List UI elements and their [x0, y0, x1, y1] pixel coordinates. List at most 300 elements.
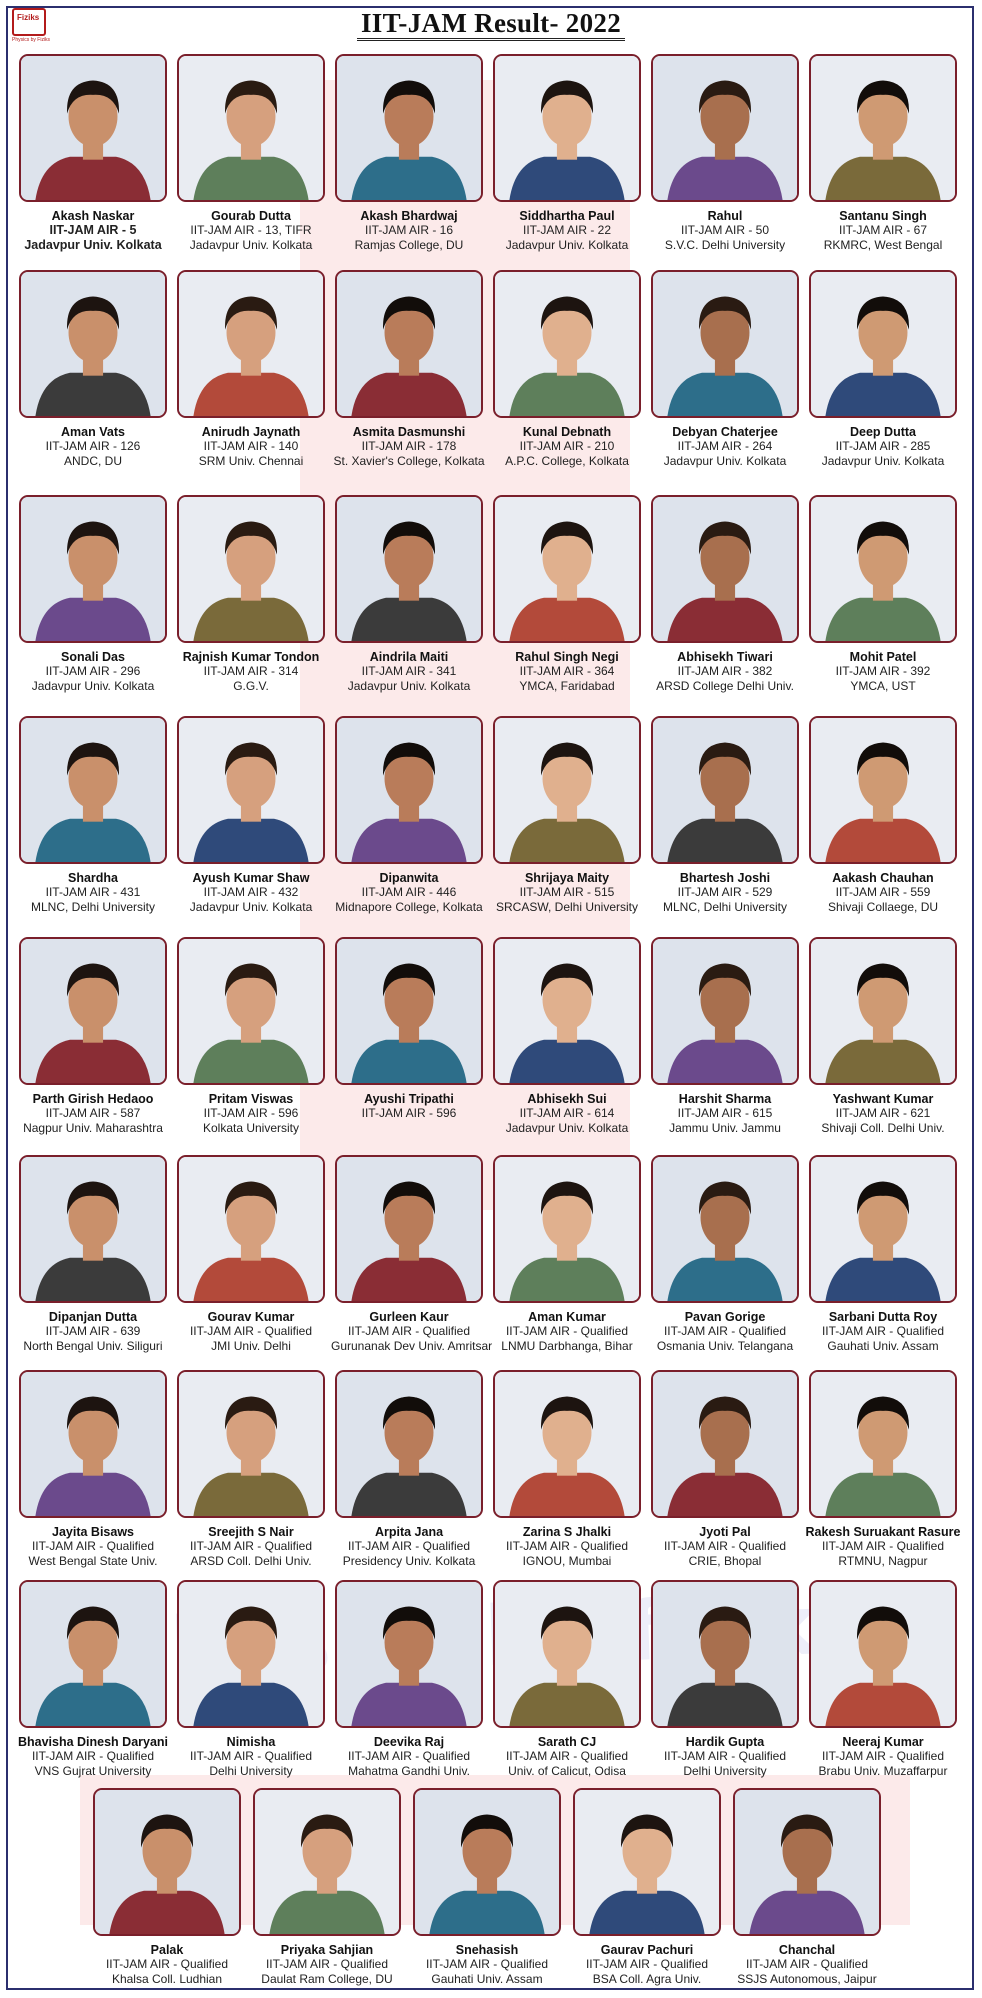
student-photo	[809, 1370, 957, 1518]
student-name: Asmita Dasmunshi	[352, 425, 466, 439]
student-card	[647, 716, 803, 915]
student-name: Rajnish Kumar Tondon	[182, 650, 320, 664]
watermark-text: Physics by fiziks	[108, 1576, 867, 1699]
student-institution: Jadavpur Univ. Kolkata	[189, 238, 313, 252]
student-card	[805, 495, 961, 694]
student-photo-placeholder	[811, 56, 955, 200]
student-card	[15, 1155, 171, 1354]
student-photo-placeholder	[415, 1790, 559, 1934]
student-rank: IIT-JAM AIR - 392	[835, 664, 931, 678]
student-card	[489, 1155, 645, 1354]
student-institution: Jadavpur Univ. Kolkata	[505, 238, 629, 252]
student-photo-placeholder	[21, 718, 165, 862]
student-institution: Shivaji Coll. Delhi Univ.	[821, 1121, 945, 1135]
student-photo-placeholder	[653, 718, 797, 862]
student-card	[647, 54, 803, 253]
student-name: Akash Bhardwaj	[360, 209, 458, 223]
student-institution: ARSD College Delhi Univ.	[656, 679, 794, 693]
student-card	[489, 495, 645, 694]
student-photo	[19, 1370, 167, 1518]
student-card	[15, 937, 171, 1136]
student-photo-placeholder	[811, 718, 955, 862]
student-rank: IIT-JAM AIR - 587	[45, 1106, 141, 1120]
student-photo-placeholder	[337, 718, 481, 862]
student-institution: A.P.C. College, Kolkata	[505, 454, 629, 468]
student-photo	[19, 270, 167, 418]
student-institution: SSJS Autonomous, Jaipur	[737, 1972, 877, 1986]
student-rank: IIT-JAM AIR - 446	[361, 885, 457, 899]
student-photo	[19, 1580, 167, 1728]
student-card	[805, 1155, 961, 1354]
student-name: Aakash Chauhan	[832, 871, 934, 885]
student-rank: IIT-JAM AIR - 621	[835, 1106, 931, 1120]
student-rank: IIT-JAM AIR - 210	[519, 439, 615, 453]
student-rank: IIT-JAM AIR - Qualified	[821, 1324, 945, 1338]
student-photo	[19, 1155, 167, 1303]
student-institution: Brabu Univ. Muzaffarpur	[818, 1764, 948, 1778]
student-rank: IIT-JAM AIR - 559	[835, 885, 931, 899]
student-rank: IIT-JAM AIR - 67	[838, 223, 928, 237]
student-photo	[493, 495, 641, 643]
student-photo	[651, 1580, 799, 1728]
student-name: Zarina S Jhalki	[522, 1525, 612, 1539]
student-institution: Jadavpur Univ. Kolkata	[663, 454, 787, 468]
student-rank: IIT-JAM AIR - Qualified	[663, 1539, 787, 1553]
student-photo	[651, 937, 799, 1085]
student-institution: Midnapore College, Kolkata	[335, 900, 483, 914]
student-name: Neeraj Kumar	[842, 1735, 924, 1749]
student-photo	[651, 54, 799, 202]
student-photo	[177, 716, 325, 864]
student-photo	[809, 270, 957, 418]
student-institution: MLNC, Delhi University	[30, 900, 156, 914]
student-name: Palak	[150, 1943, 184, 1957]
student-rank: IIT-JAM AIR - 126	[45, 439, 141, 453]
student-name: Ayushi Tripathi	[364, 1092, 454, 1106]
student-name: Aman Kumar	[528, 1310, 606, 1324]
student-rank: IIT-JAM AIR - Qualified	[105, 1957, 229, 1971]
student-photo	[335, 1580, 483, 1728]
student-photo	[493, 270, 641, 418]
student-rank: IIT-JAM AIR - 314	[203, 664, 299, 678]
student-card	[173, 716, 329, 915]
student-name: Gourav Kumar	[207, 1310, 295, 1324]
student-card	[489, 937, 645, 1136]
student-photo-placeholder	[179, 718, 323, 862]
student-photo-placeholder	[575, 1790, 719, 1934]
student-rank: IIT-JAM AIR - Qualified	[745, 1957, 869, 1971]
student-institution: IGNOU, Mumbai	[522, 1554, 612, 1568]
student-institution: CRIE, Bhopal	[688, 1554, 762, 1568]
student-photo-placeholder	[811, 1372, 955, 1516]
student-photo-placeholder	[337, 1582, 481, 1726]
student-card	[15, 1580, 171, 1779]
student-rank: IIT-JAM AIR - 22	[522, 223, 612, 237]
student-rank: IIT-JAM AIR - 431	[45, 885, 141, 899]
student-card	[647, 1580, 803, 1779]
student-rank: IIT-JAM AIR - Qualified	[31, 1749, 155, 1763]
student-card	[569, 1788, 725, 1987]
student-photo	[809, 1155, 957, 1303]
student-name: Dipanjan Dutta	[48, 1310, 138, 1324]
student-photo-placeholder	[811, 497, 955, 641]
student-institution: Jadavpur Univ. Kolkata	[505, 1121, 629, 1135]
student-rank: IIT-JAM AIR - Qualified	[425, 1957, 549, 1971]
student-name: Jayita Bisaws	[52, 1525, 134, 1539]
student-photo	[809, 54, 957, 202]
student-institution: Khalsa Coll. Ludhian	[111, 1972, 223, 1986]
student-rank: IIT-JAM AIR - 178	[361, 439, 457, 453]
student-name: Kunal Debnath	[522, 425, 612, 439]
student-rank: IIT-JAM AIR - Qualified	[505, 1324, 629, 1338]
student-photo-placeholder	[653, 1372, 797, 1516]
student-rank: IIT-JAM AIR - Qualified	[821, 1539, 945, 1553]
student-name: Deep Dutta	[850, 425, 916, 439]
student-card	[173, 1155, 329, 1354]
student-rank: IIT-JAM AIR - 264	[677, 439, 773, 453]
student-photo-placeholder	[811, 1157, 955, 1301]
student-photo	[19, 716, 167, 864]
student-card	[331, 716, 487, 915]
student-name: Pritam Viswas	[208, 1092, 294, 1106]
student-name: Rakesh Suruakant Rasure	[805, 1525, 961, 1539]
student-rank: IIT-JAM AIR - 432	[203, 885, 299, 899]
student-photo	[573, 1788, 721, 1936]
student-institution: Mahatma Gandhi Univ.	[348, 1764, 470, 1778]
student-rank: IIT-JAM AIR - Qualified	[347, 1749, 471, 1763]
student-institution: G.G.V.	[233, 679, 269, 693]
student-photo-placeholder	[653, 939, 797, 1083]
student-photo	[493, 1155, 641, 1303]
student-card	[647, 495, 803, 694]
student-institution: West Bengal State Univ.	[28, 1554, 158, 1568]
student-institution: Gurunanak Dev Univ. Amritsar	[331, 1339, 493, 1353]
student-name: Akash Naskar	[51, 209, 135, 223]
student-institution: Gauhati Univ. Assam	[827, 1339, 939, 1353]
student-photo	[253, 1788, 401, 1936]
student-photo-placeholder	[495, 272, 639, 416]
student-name: Ayush Kumar Shaw	[192, 871, 310, 885]
student-card	[15, 54, 171, 253]
student-photo-placeholder	[495, 1372, 639, 1516]
student-rank: IIT-JAM AIR - 341	[361, 664, 457, 678]
student-name: Yashwant Kumar	[832, 1092, 934, 1106]
student-photo	[335, 937, 483, 1085]
student-card	[805, 54, 961, 253]
student-institution: Jadavpur Univ. Kolkata	[24, 238, 162, 252]
student-photo-placeholder	[337, 1157, 481, 1301]
student-photo	[493, 1370, 641, 1518]
student-photo-placeholder	[21, 272, 165, 416]
student-card	[173, 937, 329, 1136]
student-card	[89, 1788, 245, 1987]
student-name: Arpita Jana	[374, 1525, 444, 1539]
student-photo	[177, 495, 325, 643]
student-name: Nimisha	[226, 1735, 276, 1749]
student-card	[15, 716, 171, 915]
student-card	[15, 495, 171, 694]
student-name: Siddhartha Paul	[519, 209, 615, 223]
student-card	[647, 1370, 803, 1569]
student-rank: IIT-JAM AIR - 13, TIFR	[190, 223, 312, 237]
student-rank: IIT-JAM AIR - 296	[45, 664, 141, 678]
student-photo	[93, 1788, 241, 1936]
student-rank: IIT-JAM AIR - Qualified	[505, 1749, 629, 1763]
student-rank: IIT-JAM AIR - 382	[677, 664, 773, 678]
fiziks-logo: Fiziks Physics by Fiziks	[12, 8, 46, 42]
student-institution: YMCA, Faridabad	[519, 679, 615, 693]
student-card	[15, 1370, 171, 1569]
student-photo	[413, 1788, 561, 1936]
student-photo	[335, 495, 483, 643]
student-rank: IIT-JAM AIR - 140	[203, 439, 299, 453]
student-photo-placeholder	[255, 1790, 399, 1934]
student-photo-placeholder	[653, 1582, 797, 1726]
student-photo	[651, 495, 799, 643]
student-card	[729, 1788, 885, 1987]
student-card	[331, 495, 487, 694]
student-name: Chanchal	[778, 1943, 836, 1957]
student-photo-placeholder	[179, 1372, 323, 1516]
student-rank: IIT-JAM AIR - Qualified	[505, 1539, 629, 1553]
student-institution: MLNC, Delhi University	[662, 900, 788, 914]
student-institution: North Bengal Univ. Siliguri	[23, 1339, 163, 1353]
student-rank: IIT-JAM AIR - 16	[364, 223, 454, 237]
student-name: Hardik Gupta	[685, 1735, 765, 1749]
student-card	[805, 1580, 961, 1779]
student-name: Shardha	[67, 871, 118, 885]
student-card	[489, 270, 645, 469]
student-name: Sreejith S Nair	[208, 1525, 294, 1539]
student-institution: Daulat Ram College, DU	[261, 1972, 393, 1986]
student-photo-placeholder	[179, 1157, 323, 1301]
student-photo	[335, 270, 483, 418]
student-institution: Univ. of Calicut, Odisa	[508, 1764, 626, 1778]
student-rank: IIT-JAM AIR - 596	[361, 1106, 457, 1120]
student-name: Aindrila Maiti	[369, 650, 449, 664]
student-card	[489, 1370, 645, 1569]
student-photo-placeholder	[653, 497, 797, 641]
student-photo	[493, 1580, 641, 1728]
student-name: Shrijaya Maity	[524, 871, 610, 885]
student-photo	[493, 937, 641, 1085]
page-title: IIT-JAM Result- 2022	[0, 8, 982, 39]
student-photo	[177, 54, 325, 202]
student-card	[805, 270, 961, 469]
student-photo-placeholder	[495, 939, 639, 1083]
student-photo-placeholder	[337, 272, 481, 416]
student-institution: Jadavpur Univ. Kolkata	[821, 454, 945, 468]
student-photo	[493, 716, 641, 864]
student-rank: IIT-JAM AIR - 639	[45, 1324, 141, 1338]
student-photo-placeholder	[337, 939, 481, 1083]
student-institution: BSA Coll. Agra Univ.	[592, 1972, 702, 1986]
student-photo-placeholder	[495, 1582, 639, 1726]
student-institution: JMI Univ. Delhi	[211, 1339, 291, 1353]
student-photo-placeholder	[653, 1157, 797, 1301]
student-photo-placeholder	[735, 1790, 879, 1934]
student-institution: Nagpur Univ. Maharashtra	[23, 1121, 163, 1135]
student-name: Sonali Das	[61, 650, 125, 664]
student-rank: IIT-JAM AIR - Qualified	[31, 1539, 155, 1553]
student-rank: IIT-JAM AIR - Qualified	[189, 1539, 313, 1553]
student-photo-placeholder	[21, 1372, 165, 1516]
student-photo-placeholder	[495, 497, 639, 641]
student-card	[647, 270, 803, 469]
student-institution: YMCA, UST	[850, 679, 916, 693]
student-name: Bhartesh Joshi	[679, 871, 771, 885]
student-institution: Delhi University	[683, 1764, 767, 1778]
student-rank: IIT-JAM AIR - Qualified	[265, 1957, 389, 1971]
student-photo	[809, 495, 957, 643]
student-photo-placeholder	[495, 718, 639, 862]
student-rank: IIT-JAM AIR - 5	[49, 223, 137, 237]
student-institution: Shivaji Collaege, DU	[827, 900, 939, 914]
student-institution: S.V.C. Delhi University	[664, 238, 786, 252]
student-name: Rahul Singh Negi	[515, 650, 619, 664]
student-institution: Jadavpur Univ. Kolkata	[189, 900, 313, 914]
student-name: Deevika Raj	[373, 1735, 445, 1749]
student-card	[805, 937, 961, 1136]
student-photo-placeholder	[811, 272, 955, 416]
student-rank: IIT-JAM AIR - 596	[203, 1106, 299, 1120]
student-photo-placeholder	[179, 56, 323, 200]
student-institution: SRM Univ. Chennai	[198, 454, 304, 468]
student-name: Anirudh Jaynath	[201, 425, 301, 439]
student-rank: IIT-JAM AIR - 50	[680, 223, 770, 237]
student-card	[331, 270, 487, 469]
student-institution: ANDC, DU	[63, 454, 122, 468]
student-photo	[809, 716, 957, 864]
student-name: Dipanwita	[379, 871, 439, 885]
student-card	[805, 1370, 961, 1569]
student-name: Priyaka Sahjian	[280, 1943, 374, 1957]
student-card	[489, 54, 645, 253]
student-photo	[177, 937, 325, 1085]
student-name: Pavan Gorige	[684, 1310, 766, 1324]
student-card	[15, 270, 171, 469]
student-photo-placeholder	[337, 56, 481, 200]
student-institution: LNMU Darbhanga, Bihar	[501, 1339, 633, 1353]
student-name: Abhisekh Sui	[527, 1092, 607, 1106]
student-photo	[651, 716, 799, 864]
student-photo	[493, 54, 641, 202]
student-name: Bhavisha Dinesh Daryani	[17, 1735, 169, 1749]
student-institution: Presidency Univ. Kolkata	[342, 1554, 476, 1568]
student-photo	[19, 495, 167, 643]
student-photo	[335, 716, 483, 864]
student-rank: IIT-JAM AIR - Qualified	[663, 1324, 787, 1338]
student-photo-placeholder	[337, 1372, 481, 1516]
student-name: Harshit Sharma	[678, 1092, 772, 1106]
student-photo	[809, 1580, 957, 1728]
student-card	[173, 495, 329, 694]
student-photo	[335, 54, 483, 202]
student-name: Mohit Patel	[849, 650, 917, 664]
student-institution: St. Xavier's College, Kolkata	[333, 454, 485, 468]
student-card	[249, 1788, 405, 1987]
student-card	[331, 1155, 493, 1354]
student-name: Sarbani Dutta Roy	[828, 1310, 938, 1324]
student-name: Debyan Chaterjee	[672, 425, 778, 439]
student-photo	[335, 1155, 483, 1303]
student-rank: IIT-JAM AIR - 615	[677, 1106, 773, 1120]
student-rank: IIT-JAM AIR - Qualified	[189, 1324, 313, 1338]
student-photo-placeholder	[179, 497, 323, 641]
student-institution: ARSD Coll. Delhi Univ.	[190, 1554, 312, 1568]
student-photo-placeholder	[95, 1790, 239, 1934]
student-institution: Jammu Univ. Jammu	[669, 1121, 781, 1135]
student-photo-placeholder	[179, 939, 323, 1083]
student-name: Gurleen Kaur	[369, 1310, 449, 1324]
student-card	[647, 1155, 803, 1354]
student-institution: Osmania Univ. Telangana	[656, 1339, 794, 1353]
student-photo	[651, 1370, 799, 1518]
student-card	[331, 1370, 487, 1569]
student-name: Snehasish	[455, 1943, 519, 1957]
student-rank: IIT-JAM AIR - 364	[519, 664, 615, 678]
student-photo-placeholder	[337, 497, 481, 641]
student-institution: Gauhati Univ. Assam	[431, 1972, 543, 1986]
student-name: Aman Vats	[61, 425, 125, 439]
student-photo-placeholder	[21, 497, 165, 641]
student-card	[647, 937, 803, 1136]
student-name: Sarath CJ	[537, 1735, 597, 1749]
student-photo	[651, 270, 799, 418]
student-rank: IIT-JAM AIR - Qualified	[585, 1957, 709, 1971]
student-name: Gourab Dutta	[211, 209, 291, 223]
student-name: Parth Girish Hedaoo	[32, 1092, 154, 1106]
student-photo-placeholder	[495, 56, 639, 200]
student-name: Santanu Singh	[839, 209, 927, 223]
student-rank: IIT-JAM AIR - Qualified	[347, 1539, 471, 1553]
student-photo	[177, 1370, 325, 1518]
student-photo	[19, 937, 167, 1085]
student-institution: Jadavpur Univ. Kolkata	[347, 679, 471, 693]
student-photo-placeholder	[653, 56, 797, 200]
student-institution: Delhi University	[209, 1764, 293, 1778]
student-institution: Kolkata University	[202, 1121, 300, 1135]
student-photo-placeholder	[495, 1157, 639, 1301]
student-rank: IIT-JAM AIR - 515	[519, 885, 615, 899]
student-photo	[19, 54, 167, 202]
student-card	[173, 1370, 329, 1569]
student-card	[805, 716, 961, 915]
student-rank: IIT-JAM AIR - 614	[519, 1106, 615, 1120]
student-card	[331, 937, 487, 1121]
student-photo-placeholder	[21, 56, 165, 200]
student-photo-placeholder	[21, 939, 165, 1083]
student-card	[173, 54, 329, 253]
student-institution: SRCASW, Delhi University	[495, 900, 639, 914]
student-photo-placeholder	[179, 1582, 323, 1726]
student-rank: IIT-JAM AIR - 285	[835, 439, 931, 453]
student-photo	[177, 270, 325, 418]
student-photo	[651, 1155, 799, 1303]
student-card	[331, 54, 487, 253]
student-card	[489, 716, 645, 915]
student-card	[409, 1788, 565, 1987]
student-photo-placeholder	[179, 272, 323, 416]
student-institution: Ramjas College, DU	[354, 238, 464, 252]
student-name: Gaurav Pachuri	[600, 1943, 694, 1957]
student-rank: IIT-JAM AIR - Qualified	[347, 1324, 471, 1338]
student-photo	[177, 1580, 325, 1728]
student-name: Abhisekh Tiwari	[677, 650, 773, 664]
student-card	[173, 1580, 329, 1779]
student-institution: VNS Gujrat University	[34, 1764, 152, 1778]
student-photo-placeholder	[811, 939, 955, 1083]
